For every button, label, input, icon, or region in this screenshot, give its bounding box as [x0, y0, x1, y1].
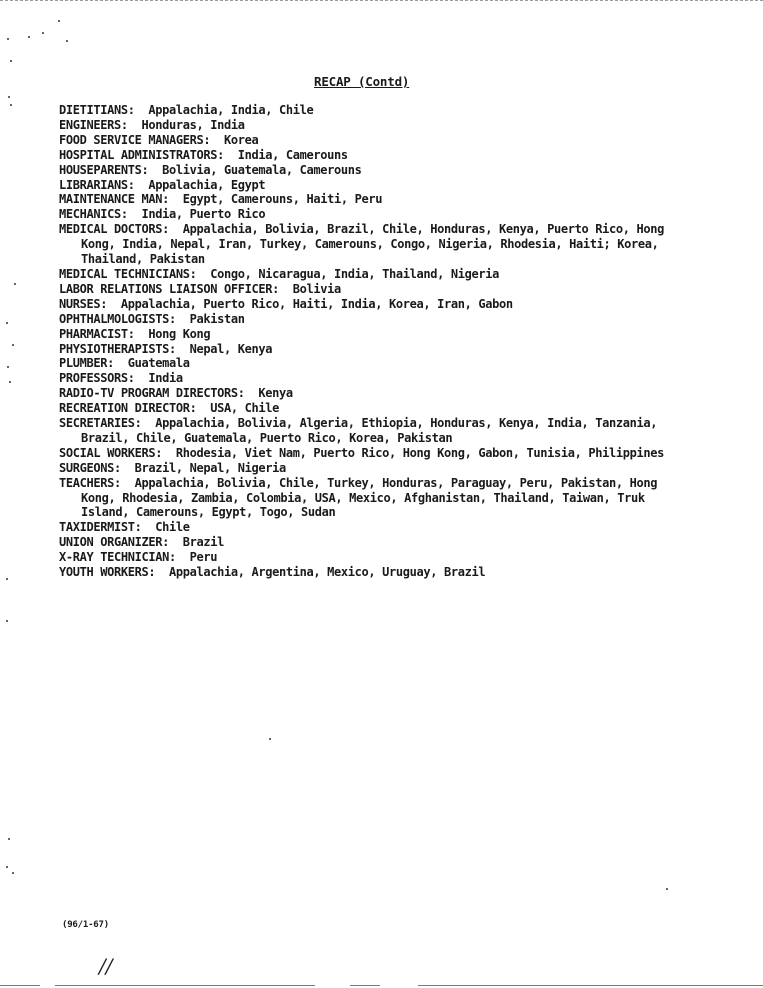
list-item [59, 282, 739, 297]
list-item [59, 416, 739, 446]
list-item [59, 207, 739, 222]
scan-speck [7, 366, 9, 368]
list-item [59, 386, 739, 401]
entry-line: MEDICAL DOCTORS: Appalachia, Bolivia, Brazil, Chile, Honduras, Kenya, Puerto Rico, Hong [59, 222, 664, 237]
entry-line: MECHANICS: India, Puerto Rico [59, 207, 266, 222]
entry-line: TAXIDERMIST: Chile [59, 520, 190, 535]
top-edge-rule [0, 0, 763, 1]
list-item [59, 401, 739, 416]
list-item [59, 446, 739, 461]
scan-speck [269, 738, 271, 740]
list-item [59, 327, 739, 342]
entry-continuation-line: Thailand, Pakistan [81, 252, 205, 267]
list-item [59, 163, 739, 178]
list-item [59, 192, 739, 207]
scan-speck [6, 322, 8, 324]
entry-line: DIETITIANS: Appalachia, India, Chile [59, 103, 314, 117]
scan-speck [7, 38, 9, 40]
document-code: (96/1-67) [62, 920, 109, 930]
entry-line: MAINTENANCE MAN: Egypt, Camerouns, Haiti, Peru [59, 192, 383, 207]
page-title: RECAP (Contd) [314, 74, 410, 89]
list-item [59, 535, 739, 550]
list-item [59, 178, 739, 193]
handwritten-mark: // [99, 954, 113, 978]
occupation-list [59, 103, 739, 580]
scan-speck [6, 620, 8, 622]
list-item [59, 342, 739, 357]
list-item [59, 267, 739, 282]
scan-speck [58, 20, 60, 22]
bottom-rule-dash [350, 985, 380, 986]
list-item [59, 103, 739, 118]
list-item [59, 550, 739, 565]
entry-line: LABOR RELATIONS LIAISON OFFICER: Bolivia [59, 281, 341, 296]
entry-line: RADIO-TV PROGRAM DIRECTORS: Kenya [59, 386, 293, 401]
entry-line: PLUMBER: Guatemala [59, 356, 190, 371]
scan-speck [8, 838, 10, 840]
entry-line: PHARMACIST: Hong Kong [59, 326, 211, 341]
bottom-rule-middle [55, 985, 315, 986]
scan-speck [9, 381, 11, 383]
entry-line: LIBRARIANS: Appalachia, Egypt [59, 177, 266, 192]
entry-continuation-line: Island, Camerouns, Egypt, Togo, Sudan [81, 505, 336, 520]
entry-continuation-line: Brazil, Chile, Guatemala, Puerto Rico, Korea, Pakistan [81, 430, 453, 445]
entry-line: X-RAY TECHNICIAN: Peru [59, 550, 218, 565]
list-item [59, 461, 739, 476]
entry-line: PHYSIOTHERAPISTS: Nepal, Kenya [59, 341, 273, 356]
list-item [59, 297, 739, 312]
entry-line: SOCIAL WORKERS: Rhodesia, Viet Nam, Puerto Rico, Hong Kong, Gabon, Tunisia, Philippines [59, 445, 664, 460]
list-item [59, 371, 739, 386]
entry-line: OPHTHALMOLOGISTS: Pakistan [59, 311, 245, 326]
scan-speck [8, 96, 10, 98]
entry-line: RECREATION DIRECTOR: USA, Chile [59, 401, 279, 416]
scan-speck [66, 40, 68, 42]
list-item [59, 118, 739, 133]
scan-speck [10, 60, 12, 62]
bottom-rule-left [0, 985, 40, 986]
scan-speck [6, 578, 8, 580]
list-item [59, 312, 739, 327]
entry-line: SECRETARIES: Appalachia, Bolivia, Algeria, Ethiopia, Honduras, Kenya, India, Tanzania, [59, 416, 658, 431]
entry-continuation-line: Kong, Rhodesia, Zambia, Colombia, USA, Mexico, Afghanistan, Thailand, Taiwan, Truk [81, 490, 645, 505]
entry-line: TEACHERS: Appalachia, Bolivia, Chile, Turkey, Honduras, Paraguay, Peru, Pakistan, Hong [59, 475, 658, 490]
scan-speck [14, 283, 16, 285]
entry-line: FOOD SERVICE MANAGERS: Korea [59, 132, 259, 147]
list-item [59, 356, 739, 371]
entry-line: UNION ORGANIZER: Brazil [59, 535, 224, 550]
scan-speck [10, 104, 12, 106]
entry-line: SURGEONS: Brazil, Nepal, Nigeria [59, 460, 286, 475]
list-item [59, 133, 739, 148]
list-item [59, 476, 739, 521]
scan-speck [666, 888, 668, 890]
entry-line: MEDICAL TECHNICIANS: Congo, Nicaragua, India, Thailand, Nigeria [59, 266, 499, 281]
entry-line: HOSPITAL ADMINISTRATORS: India, Camerouns [59, 147, 348, 162]
list-item [59, 222, 739, 267]
scan-speck [28, 36, 30, 38]
scan-speck [12, 344, 14, 346]
entry-line: HOUSEPARENTS: Bolivia, Guatemala, Camerouns [59, 162, 362, 177]
entry-line: YOUTH WORKERS: Appalachia, Argentina, Mexico, Uruguay, Brazil [59, 565, 486, 580]
entry-line: ENGINEERS: Honduras, India [59, 117, 245, 132]
entry-line: PROFESSORS: India [59, 371, 183, 386]
list-item [59, 148, 739, 163]
scan-speck [12, 872, 14, 874]
entry-continuation-line: Kong, India, Nepal, Iran, Turkey, Camerouns, Congo, Nigeria, Rhodesia, Haiti; Korea, [81, 237, 659, 252]
entry-line: NURSES: Appalachia, Puerto Rico, Haiti, India, Korea, Iran, Gabon [59, 296, 513, 311]
bottom-rule-right [418, 985, 763, 986]
list-item [59, 520, 739, 535]
list-item [59, 565, 739, 580]
scan-speck [6, 866, 8, 868]
scan-speck [42, 32, 44, 34]
